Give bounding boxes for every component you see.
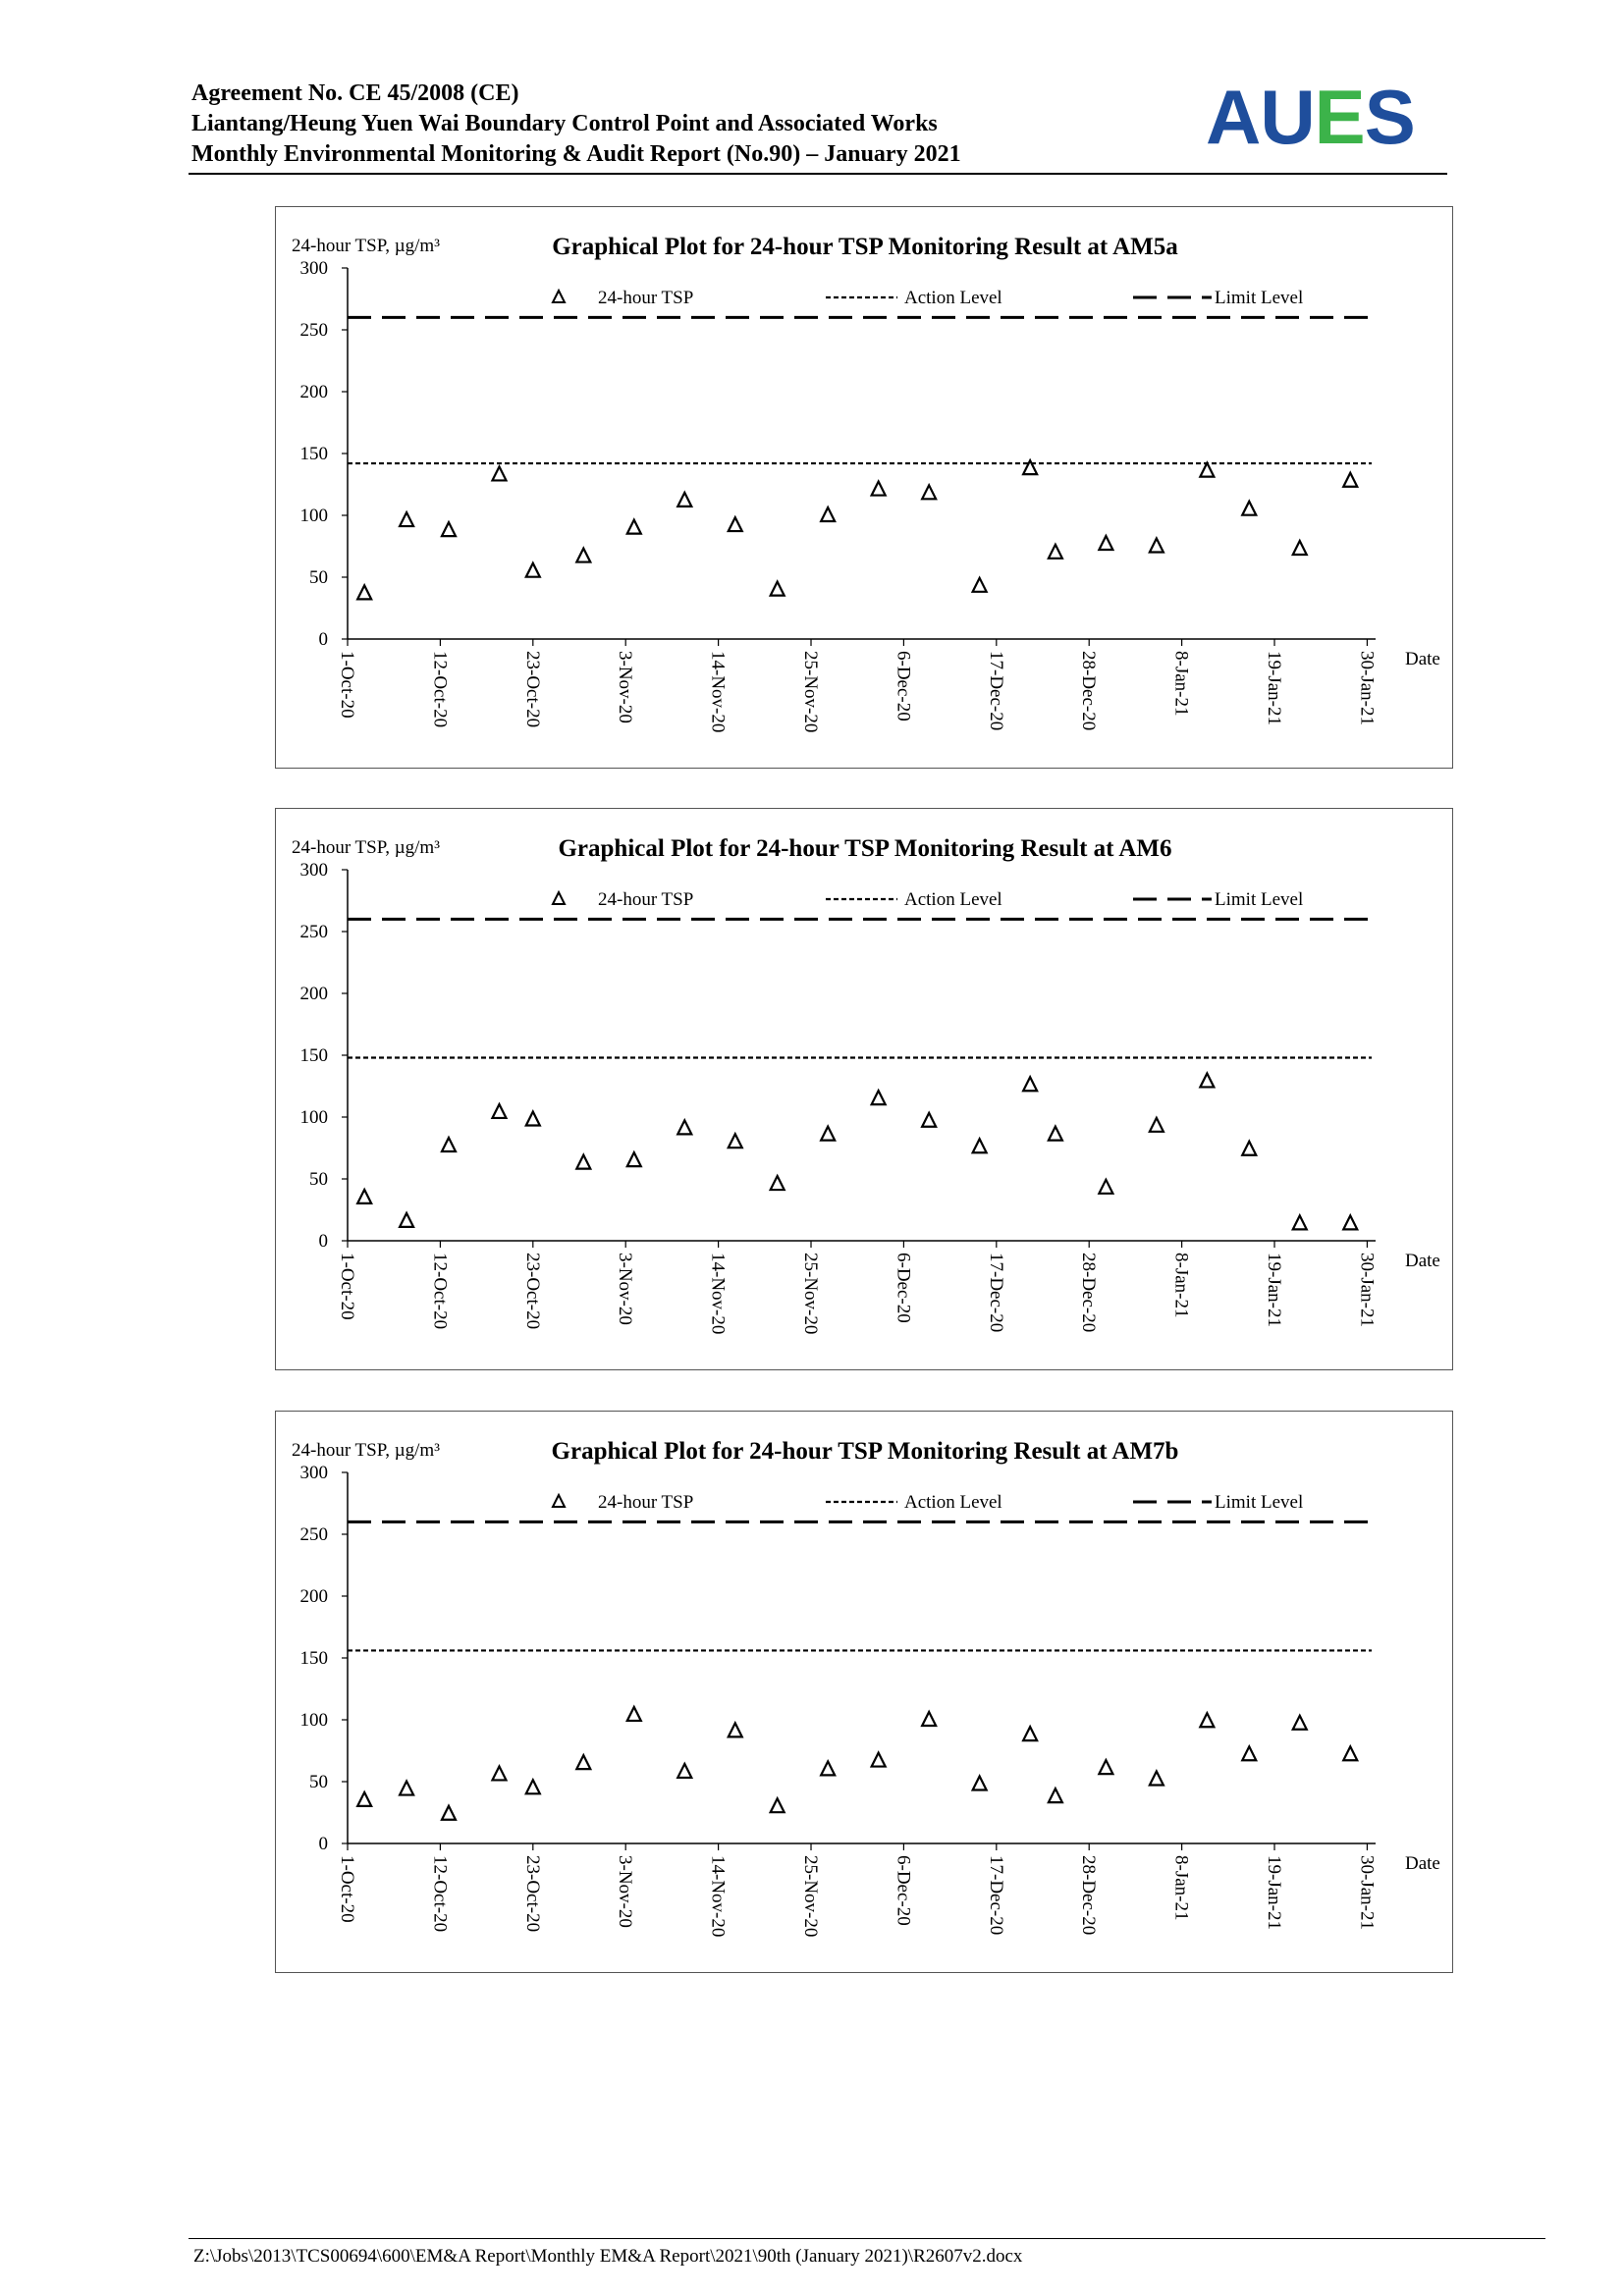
- data-point: [576, 549, 590, 562]
- y-tick-label: 100: [299, 1107, 328, 1128]
- data-point: [1343, 1215, 1357, 1229]
- y-tick-label: 50: [309, 1169, 328, 1190]
- legend-label-action: Action Level: [904, 288, 1002, 308]
- y-tick-label: 50: [309, 1772, 328, 1792]
- y-tick-label: 200: [299, 984, 328, 1004]
- data-point: [526, 1780, 540, 1793]
- x-tick-label: 12-Oct-20: [429, 1253, 451, 1330]
- x-tick-label: 23-Oct-20: [521, 1253, 543, 1330]
- data-point: [1343, 1746, 1357, 1760]
- data-point: [872, 1753, 886, 1767]
- data-point: [973, 1139, 987, 1152]
- x-tick-label: 17-Dec-20: [985, 1253, 1006, 1333]
- logo-au: AU: [1206, 74, 1315, 160]
- data-point: [400, 1782, 413, 1795]
- data-point: [526, 1112, 540, 1126]
- data-point: [576, 1155, 590, 1169]
- chart-plot: [276, 207, 1454, 770]
- data-point: [1049, 545, 1062, 559]
- data-point: [821, 507, 835, 521]
- data-point: [973, 1777, 987, 1790]
- chart-plot: [276, 1412, 1454, 1974]
- x-tick-label: 3-Nov-20: [615, 651, 636, 723]
- legend-label-limit: Limit Level: [1215, 288, 1304, 308]
- data-point: [1200, 463, 1214, 477]
- y-axis-title: 24-hour TSP, µg/m³: [292, 1440, 440, 1461]
- x-tick-label: 23-Oct-20: [521, 651, 543, 728]
- y-tick-label: 0: [318, 629, 328, 650]
- legend-label-limit: Limit Level: [1215, 889, 1304, 910]
- y-tick-label: 150: [299, 1045, 328, 1066]
- data-point: [526, 563, 540, 577]
- chart-title: Graphical Plot for 24-hour TSP Monitoring Result at AM6: [558, 835, 1172, 862]
- x-tick-label: 14-Nov-20: [707, 1253, 729, 1335]
- data-point: [922, 1712, 936, 1726]
- data-point: [729, 1134, 742, 1148]
- data-point: [1200, 1073, 1214, 1087]
- y-tick-label: 250: [299, 1524, 328, 1545]
- data-point: [357, 585, 371, 599]
- data-point: [492, 1766, 506, 1780]
- y-tick-label: 150: [299, 444, 328, 464]
- x-tick-label: 1-Oct-20: [337, 1253, 357, 1320]
- data-point: [1023, 1727, 1037, 1740]
- data-point: [677, 493, 691, 507]
- y-tick-label: 0: [318, 1231, 328, 1252]
- x-tick-label: 12-Oct-20: [429, 651, 451, 728]
- data-point: [1049, 1789, 1062, 1802]
- y-tick-label: 300: [299, 258, 328, 279]
- data-point: [1242, 1746, 1256, 1760]
- x-tick-label: 19-Jan-21: [1264, 651, 1285, 725]
- x-axis-title: Date: [1405, 1251, 1440, 1271]
- x-tick-label: 28-Dec-20: [1078, 651, 1100, 731]
- report-title: Monthly Environmental Monitoring & Audit Report (No.90) – January 2021: [191, 141, 961, 167]
- x-tick-label: 28-Dec-20: [1078, 1253, 1100, 1333]
- x-tick-label: 8-Jan-21: [1170, 651, 1192, 717]
- x-tick-label: 23-Oct-20: [521, 1855, 543, 1933]
- chart-title: Graphical Plot for 24-hour TSP Monitoring Result at AM5a: [552, 234, 1178, 260]
- y-tick-label: 200: [299, 1586, 328, 1607]
- legend-label-tsp: 24-hour TSP: [598, 1492, 694, 1513]
- data-point: [771, 1176, 785, 1190]
- data-point: [1293, 1215, 1307, 1229]
- data-point: [677, 1764, 691, 1778]
- data-point: [821, 1127, 835, 1141]
- y-tick-label: 300: [299, 860, 328, 881]
- x-tick-label: 25-Nov-20: [800, 651, 822, 733]
- legend-label-action: Action Level: [904, 889, 1002, 910]
- y-tick-label: 150: [299, 1648, 328, 1669]
- logo-e: E: [1314, 74, 1365, 160]
- legend-label-tsp: 24-hour TSP: [598, 889, 694, 910]
- x-tick-label: 8-Jan-21: [1170, 1855, 1192, 1921]
- data-point: [442, 1138, 456, 1151]
- data-point: [357, 1792, 371, 1806]
- x-tick-label: 17-Dec-20: [985, 1855, 1006, 1936]
- x-tick-label: 25-Nov-20: [800, 1253, 822, 1335]
- y-tick-label: 250: [299, 922, 328, 942]
- data-point: [1049, 1127, 1062, 1141]
- data-point: [492, 1104, 506, 1118]
- footer-file-path: Z:\Jobs\2013\TCS00694\600\EM&A Report\Monthly EM&A Report\2021\90th (January 2021)\R2607v2.docx: [193, 2246, 1023, 2267]
- legend-marker-tsp: [553, 892, 565, 904]
- data-point: [1293, 1716, 1307, 1730]
- data-point: [627, 520, 641, 534]
- data-point: [922, 1113, 936, 1127]
- data-point: [1023, 1077, 1037, 1091]
- data-point: [677, 1120, 691, 1134]
- aues-logo: [1206, 74, 1441, 160]
- x-tick-label: 1-Oct-20: [337, 1855, 357, 1923]
- data-point: [771, 1798, 785, 1812]
- x-tick-label: 30-Jan-21: [1356, 1855, 1378, 1930]
- data-point: [442, 522, 456, 536]
- header-divider: [189, 173, 1447, 175]
- data-point: [1200, 1713, 1214, 1727]
- x-tick-label: 28-Dec-20: [1078, 1855, 1100, 1936]
- legend-label-action: Action Level: [904, 1492, 1002, 1513]
- y-tick-label: 50: [309, 567, 328, 588]
- data-point: [576, 1755, 590, 1769]
- x-tick-label: 17-Dec-20: [985, 651, 1006, 731]
- x-tick-label: 6-Dec-20: [893, 1253, 914, 1323]
- chart-am7b: [275, 1411, 1453, 1973]
- chart-title: Graphical Plot for 24-hour TSP Monitoring Result at AM7b: [551, 1438, 1179, 1465]
- legend-marker-tsp: [553, 291, 565, 302]
- data-point: [400, 1213, 413, 1227]
- x-tick-label: 14-Nov-20: [707, 651, 729, 733]
- x-axis-title: Date: [1405, 1853, 1440, 1874]
- x-tick-label: 3-Nov-20: [615, 1253, 636, 1325]
- x-tick-label: 6-Dec-20: [893, 651, 914, 721]
- x-tick-label: 30-Jan-21: [1356, 651, 1378, 725]
- data-point: [922, 485, 936, 499]
- x-tick-label: 19-Jan-21: [1264, 1253, 1285, 1327]
- x-axis-title: Date: [1405, 649, 1440, 669]
- x-tick-label: 14-Nov-20: [707, 1855, 729, 1938]
- chart-am6: [275, 808, 1453, 1370]
- chart-plot: [276, 809, 1454, 1371]
- data-point: [1099, 1760, 1112, 1774]
- x-tick-label: 1-Oct-20: [337, 651, 357, 719]
- data-point: [821, 1761, 835, 1775]
- legend-label-limit: Limit Level: [1215, 1492, 1304, 1513]
- x-tick-label: 12-Oct-20: [429, 1855, 451, 1933]
- y-axis-title: 24-hour TSP, µg/m³: [292, 837, 440, 858]
- data-point: [1150, 1771, 1164, 1785]
- x-tick-label: 19-Jan-21: [1264, 1855, 1285, 1930]
- y-tick-label: 250: [299, 320, 328, 341]
- data-point: [729, 517, 742, 531]
- footer-divider: [189, 2238, 1545, 2239]
- data-point: [400, 512, 413, 526]
- chart-am5a: [275, 206, 1453, 769]
- data-point: [1242, 502, 1256, 515]
- y-axis-title: 24-hour TSP, µg/m³: [292, 236, 440, 256]
- data-point: [973, 578, 987, 592]
- data-point: [1242, 1142, 1256, 1155]
- data-point: [872, 482, 886, 496]
- x-tick-label: 30-Jan-21: [1356, 1253, 1378, 1327]
- y-tick-label: 100: [299, 1710, 328, 1731]
- data-point: [627, 1707, 641, 1721]
- x-tick-label: 25-Nov-20: [800, 1855, 822, 1938]
- data-point: [729, 1723, 742, 1736]
- data-point: [357, 1190, 371, 1203]
- data-point: [1293, 541, 1307, 555]
- legend-marker-tsp: [553, 1495, 565, 1507]
- x-tick-label: 3-Nov-20: [615, 1855, 636, 1928]
- data-point: [872, 1091, 886, 1104]
- data-point: [1150, 1118, 1164, 1132]
- project-title: Liantang/Heung Yuen Wai Boundary Control Point and Associated Works: [191, 111, 938, 136]
- data-point: [771, 582, 785, 596]
- y-tick-label: 200: [299, 382, 328, 402]
- data-point: [492, 466, 506, 480]
- y-tick-label: 0: [318, 1834, 328, 1854]
- x-tick-label: 8-Jan-21: [1170, 1253, 1192, 1318]
- data-point: [442, 1806, 456, 1820]
- data-point: [1099, 536, 1112, 550]
- data-point: [627, 1152, 641, 1166]
- data-point: [1099, 1180, 1112, 1194]
- y-tick-label: 100: [299, 506, 328, 526]
- legend-label-tsp: 24-hour TSP: [598, 288, 694, 308]
- x-tick-label: 6-Dec-20: [893, 1855, 914, 1926]
- agreement-number: Agreement No. CE 45/2008 (CE): [191, 80, 519, 106]
- data-point: [1343, 473, 1357, 487]
- data-point: [1150, 539, 1164, 553]
- y-tick-label: 300: [299, 1463, 328, 1483]
- logo-s: S: [1364, 74, 1415, 160]
